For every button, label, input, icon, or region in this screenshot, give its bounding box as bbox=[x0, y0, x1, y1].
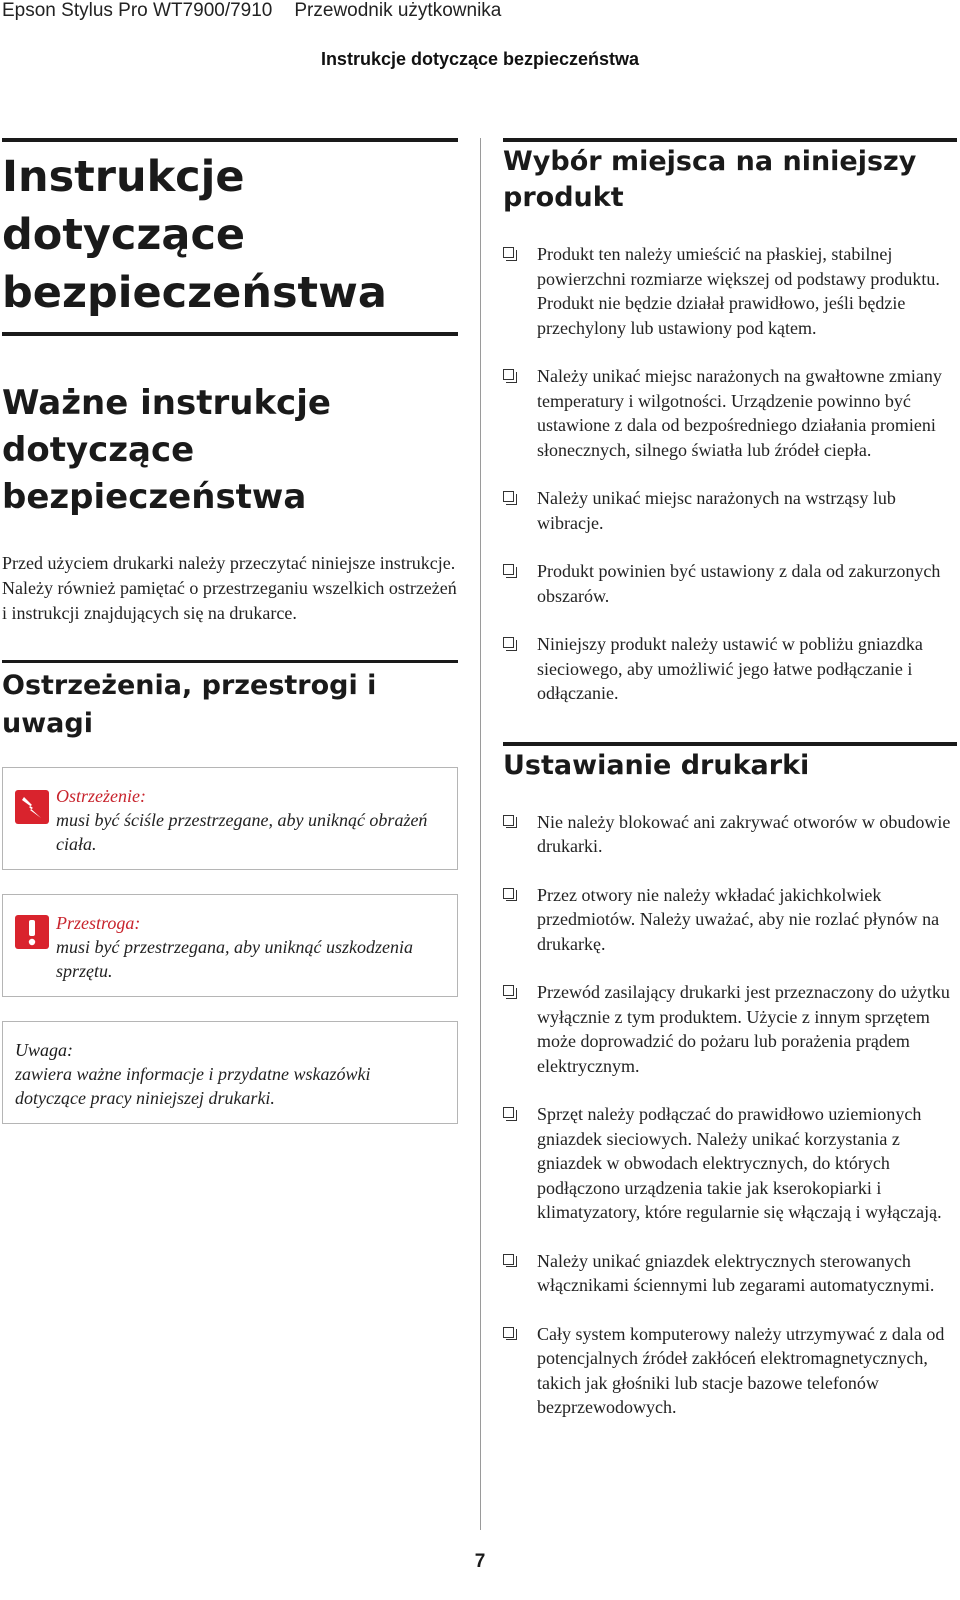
warning-bolt-icon bbox=[15, 790, 49, 824]
info-note bbox=[2, 1021, 458, 1124]
list-item: Należy unikać miejsc narażonych na wstrząsy lub wibracje. bbox=[503, 486, 957, 535]
warning-note bbox=[2, 767, 458, 870]
bullet-box-icon bbox=[503, 1327, 514, 1338]
intro-paragraph: Przed użyciem drukarki należy przeczytać niniejsze instrukcje. Należy również pamiętać o przestrzeganiu wszelkich ostrzeżeń i instrukcji znajdujących się na drukarce. bbox=[2, 553, 457, 623]
page-title: Instrukcje dotyczące bezpieczeństwa bbox=[2, 142, 458, 336]
bullet-box-icon bbox=[503, 985, 514, 996]
warning-title: Ostrzeżenie: bbox=[56, 786, 146, 806]
section-heading-placement: Wybór miejsca na niniejszy produkt bbox=[503, 146, 917, 213]
setup-list bbox=[503, 810, 957, 1420]
header-section-title: Instrukcje dotyczące bezpieczeństwa bbox=[320, 49, 640, 69]
bullet-box-icon bbox=[503, 564, 514, 575]
left-column bbox=[2, 138, 458, 1124]
page-number: 7 bbox=[474, 1551, 486, 1572]
bullet-box-icon bbox=[503, 369, 514, 380]
list-item: Sprzęt należy podłączać do prawidłowo uziemionych gniazdek sieciowych. Należy unikać korzystania z gniazdek w obwodach elektrycznych, do których podłączono urządzenia takie jak kserokopiarki i klimatyzatory, które regularnie się włączają i wyłączają. bbox=[503, 1102, 957, 1225]
bullet-box-icon bbox=[503, 491, 514, 502]
caution-title: Przestroga: bbox=[56, 913, 141, 933]
list-item: Produkt powinien być ustawiony z dala od zakurzonych obszarów. bbox=[503, 559, 957, 608]
list-item: Nie należy blokować ani zakrywać otworów w obudowie drukarki. bbox=[503, 810, 957, 859]
running-header bbox=[2, 0, 523, 22]
right-column bbox=[503, 138, 957, 1420]
list-item: Produkt ten należy umieścić na płaskiej, stabilnej powierzchni rozmiarze większej od podstawy produktu. Produkt nie będzie działał prawidłowo, jeśli będzie przechylony lub ustawiony pod kątem. bbox=[503, 242, 957, 340]
list-item: Niniejszy produkt należy ustawić w pobliżu gniazdka sieciowego, aby umożliwić jego łatwe podłączanie i odłączanie. bbox=[503, 632, 957, 706]
list-item: Przewód zasilający drukarki jest przeznaczony do użytku wyłącznie z tym produktem. Użycie z innym sprzętem może doprowadzić do pożaru lub porażenia prądem elektrycznym. bbox=[503, 980, 957, 1078]
note-text: zawiera ważne informacje i przydatne wskazówki dotyczące pracy niniejszej drukarki. bbox=[15, 1064, 371, 1108]
placement-list bbox=[503, 242, 957, 706]
list-item: Przez otwory nie należy wkładać jakichkolwiek przedmiotów. Należy uważać, aby nie rozlać płynów na drukarkę. bbox=[503, 883, 957, 957]
bullet-box-icon bbox=[503, 1107, 514, 1118]
bullet-box-icon bbox=[503, 637, 514, 648]
list-item: Należy unikać miejsc narażonych na gwałtowne zmiany temperatury i wilgotności. Urządzenie powinno być ustawione z dala od bezpośredniego działania promieni słonecznych, silnego światła lub źródeł ciepła. bbox=[503, 364, 957, 462]
bullet-box-icon bbox=[503, 1254, 514, 1265]
list-item: Cały system komputerowy należy utrzymywać z dala od potencjalnych źródeł zakłóceń elektromagnetycznych, takich jak głośniki lub stacje bazowe telefonów bezprzewodowych. bbox=[503, 1322, 957, 1420]
section-heading-warnings: Ostrzeżenia, przestrogi i uwagi bbox=[2, 670, 377, 739]
subtitle: Ważne instrukcje dotyczące bezpieczeństwa bbox=[2, 383, 331, 517]
bullet-box-icon bbox=[503, 815, 514, 826]
warning-text: musi być ściśle przestrzegane, aby uniknąć obrażeń ciała. bbox=[56, 810, 428, 854]
caution-note bbox=[2, 894, 458, 997]
caution-text: musi być przestrzegana, aby uniknąć uszkodzenia sprzętu. bbox=[56, 937, 413, 981]
list-item: Należy unikać gniazdek elektrycznych sterowanych włącznikami ściennymi lub zegarami automatycznymi. bbox=[503, 1249, 957, 1298]
header-guide: Przewodnik użytkownika bbox=[294, 0, 502, 21]
caution-exclamation-icon bbox=[15, 915, 49, 949]
section-heading-setup: Ustawianie drukarki bbox=[503, 749, 810, 781]
bullet-box-icon bbox=[503, 888, 514, 899]
note-title: Uwaga: bbox=[15, 1040, 73, 1060]
bullet-box-icon bbox=[503, 247, 514, 258]
header-product: Epson Stylus Pro WT7900/7910 bbox=[2, 0, 273, 21]
column-divider bbox=[480, 138, 481, 1530]
